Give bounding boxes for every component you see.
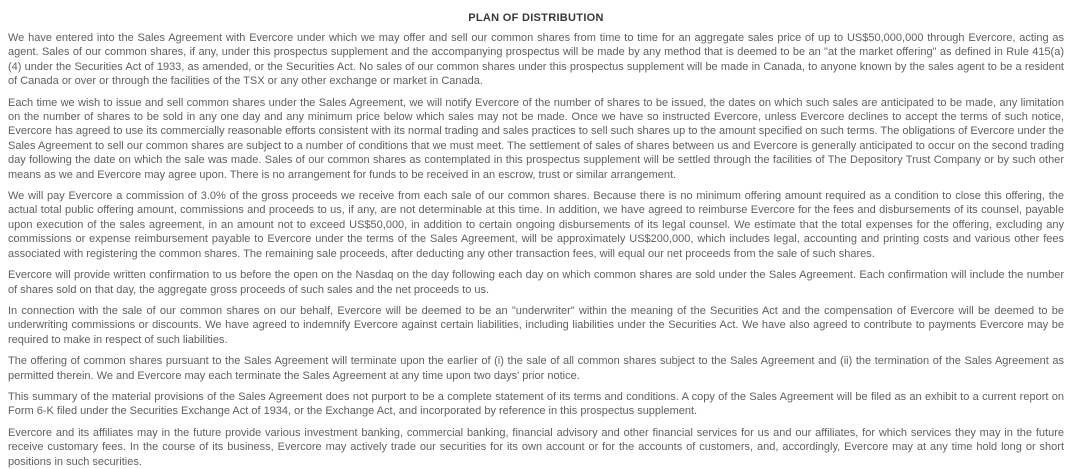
paragraph: In connection with the sale of our common shares on our behalf, Evercore will be deemed to be an "underwriter" within the meaning of the Securities Act and the compensation of Evercore will be deemed to be underwriting commissions or discounts. We have agreed to indemnify Evercore against certain liabilities, including liabilities under the Securities Act. We have also agreed to contribute to payments Evercore may be required to make in respect of such liabilities. — [8, 304, 1064, 346]
page-title: PLAN OF DISTRIBUTION — [468, 12, 604, 24]
paragraph: We have entered into the Sales Agreement with Evercore under which we may offer and sell our common shares from time to time for an aggregate sales price of up to US$50,000,000 through Evercore, acting as agent. Sales of our common shares, if any, under this prospectus supplement and the accompanying prospectus will be made by any method that is deemed to be an "at the market offering" as defined in Rule 415(a)(4) under the Securities Act of 1933, as amended, or the Securities Act. No sales of our common shares under this prospectus supplement will be made in Canada, to anyone known by the sales agent to be a resident of Canada or over or through the facilities of the TSX or any other exchange or market in Canada. — [8, 32, 1064, 88]
paragraph: Evercore will provide written confirmation to us before the open on the Nasdaq on the day following each day on which common shares are sold under the Sales Agreement. Each confirmation will include the number of shares sold on that day, the aggregate gross proceeds of such sales and the net proceeds to us. — [8, 269, 1064, 296]
document-body — [8, 31, 1064, 469]
paragraph: This summary of the material provisions of the Sales Agreement does not purport to be a complete statement of its terms and conditions. A copy of the Sales Agreement will be filed as an exhibit to a current report on Form 6-K filed under the Securities Exchange Act of 1934, or the Exchange Act, and incorporated by reference in this prospectus supplement. — [8, 390, 1064, 418]
paragraph: Each time we wish to issue and sell common shares under the Sales Agreement, we will notify Evercore of the number of shares to be issued, the dates on which such sales are anticipated to be made, any limitation on the number of shares to be sold in any one day and any minimum price below which sales may not be made. Once we have so instructed Evercore, unless Evercore declines to accept the terms of such notice, Evercore has agreed to use its commercially reasonable efforts consistent with its normal trading and sales practices to sell such shares up to the amount specified on such terms. The obligations of Evercore under the Sales Agreement to sell our common shares are subject to a number of conditions that we must meet. The settlement of sales of shares between us and Evercore is generally anticipated to occur on the second trading day following the date on which the sale was made. Sales of our common shares as contemplated in this prospectus supplement will be settled through the facilities of The Depository Trust Company or by such other means as we and Evercore may agree upon. There is no arrangement for funds to be received in an escrow, trust or similar arrangement. — [8, 96, 1064, 181]
paragraph: The offering of common shares pursuant to the Sales Agreement will terminate upon the earlier of (i) the sale of all common shares subject to the Sales Agreement and (ii) the termination of the Sales Agreement as permitted therein. We and Evercore may each terminate the Sales Agreement at any time upon two days' prior notice. — [8, 355, 1064, 382]
paragraph: We will pay Evercore a commission of 3.0% of the gross proceeds we receive from each sale of our common shares. Because there is no minimum offering amount required as a condition to close this offering, the actual total public offering amount, commissions and proceeds to us, if any, are not determinable at this time. In addition, we have agreed to reimburse Evercore for the fees and disbursements of its counsel, payable upon execution of the sales agreement, in an amount not to exceed US$50,000, in addition to certain ongoing disbursements of its legal counsel. We estimate that the total expenses for the offering, excluding any commissions or expense reimbursement payable to Evercore under the terms of the Sales Agreement, will be approximately US$200,000, which includes legal, accounting and printing costs and various other fees associated with registering the common shares. The remaining sale proceeds, after deducting any other transaction fees, will equal our net proceeds from the sale of such shares. — [8, 190, 1064, 260]
paragraph: Evercore and its affiliates may in the future provide various investment banking, commercial banking, financial advisory and other financial services for us and our affiliates, for which services they may in the future receive customary fees. In the course of its business, Evercore may actively trade our securities for its own account or for the accounts of customers, and, accordingly, Evercore may at any time hold long or short positions in such securities. — [8, 426, 1064, 468]
